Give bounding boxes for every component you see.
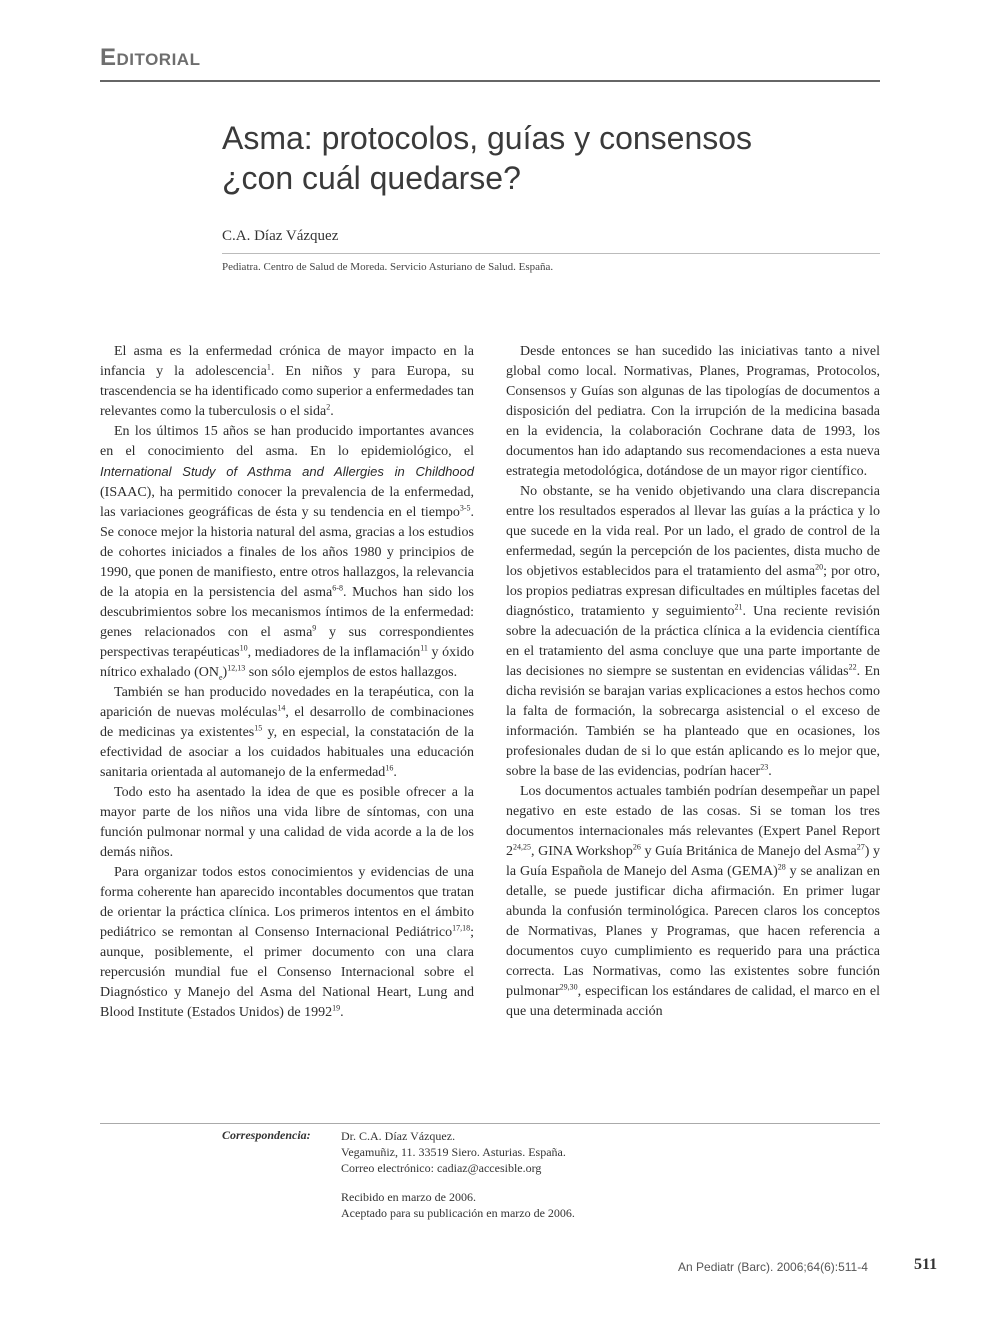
body-column-right (506, 342, 880, 1022)
section-header (100, 44, 880, 82)
paragraph: No obstante, se ha venido objetivando una clara discrepancia entre los resultados esperados al llevar las guías a la práctica y lo que sucede en la vida real. Por un lado, el grado de control de la enfermedad, según la percepción de los pacientes, dista mucho de los objetivos establecidos para el tratamiento del asma$^{20}$; por otro, los propios pediatras expresan dificultades en múltiples facetas del diagnóstico, tratamiento y seguimiento$^{21}$. Una reciente revisión sobre la adecuación de la práctica clínica a la evidencia científica en el tratamiento del asma concluye que una parte importante de las decisiones no siempre se sustentan en evidencias válidas$^{22}$. En dicha revisión se barajan varias explicaciones a estos hechos como la falta de formación, la sobrecarga asistencial o el exceso de información. También se ha planteado que en ocasiones, los profesionales dudan de si lo que están aplicando es lo mejor que, sobre la base de las evidencias, podrían hacer$^{23}$. (506, 484, 880, 779)
article-title-line-2: ¿con cuál quedarse? (222, 160, 521, 196)
paragraph: Los documentos actuales también podrían desempeñar un papel negativo en este estado de las cosas. Si se toman los tres documentos internacionales más relevantes (Expert Panel Report 2$^{24,25}$, GINA Workshop$^{26}$ y Guía Británica de Manejo del Asma$^{27}$) y la Guía Española de Manejo del Asma (GEMA)$^{28}$ y se analizan en detalle, se puede justificar dicha afirmación. En primer lugar abunda la confusión terminológica. Parecen claros los conceptos de Normativas, Planes y Programas, que hacen referencia a documentos cuyo cumplimiento es requerido para una práctica correcta. Las Normativas, como las existentes sobre función pulmonar$^{29,30}$, especifican los estándares de calidad, el marco en el que una determinada acción (506, 784, 881, 1019)
paragraph: En los últimos 15 años se han producido importantes avances en el conocimiento del asma. En lo epidemiológico, el International Study of Asthma and Allergies in Childhood (ISAAC), ha permitido conocer la prevalencia de la enfermedad, las variaciones geográficas de ésta y su tendencia en el tiempo$^{3-5}$. Se conoce mejor la historia natural del asma, gracias a los estudios de cohortes iniciados a finales de los años 1980 y principios de 1990, que ponen de manifiesto, entre otros hallazgos, la relevancia de la atopia en la persistencia del asma$^{6-8}$. Muchos han sido los descubrimientos sobre los mecanismos íntimos de la enfermedad: genes relacionados con el asma$^9$ y sus correspondientes perspectivas terapéuticas$^{10}$, mediadores de la inflamación$^{11}$ y óxido nítrico exhalado $(ON_e)^{12,13}$ son sólo ejemplos de estos hallazgos. (100, 424, 475, 682)
correspondence-label: Correspondencia: (222, 1128, 311, 1142)
journal-citation: An Pediatr (Barc). 2006;64(6):511-4 (678, 1260, 868, 1274)
author-affiliation: Pediatra. Centro de Salud de Moreda. Servicio Asturiano de Salud. España. (222, 261, 554, 273)
body-column-left (100, 342, 474, 1023)
correspondence-email[interactable]: Correo electrónico: cadiaz@accesible.org (341, 1161, 542, 1175)
author-divider (222, 253, 880, 254)
received-date: Recibido en marzo de 2006. (341, 1190, 476, 1204)
paragraph: Todo esto ha asentado la idea de que es posible ofrecer a la mayor parte de los niños una vida libre de síntomas, con una función pulmonar normal y una calidad de vida acorde a la de los demás niños. (100, 785, 474, 860)
paragraph: Desde entonces se han sucedido las iniciativas tanto a nivel global como local. Normativas, Planes, Programas, Protocolos, Consensos y Guías son algunas de las tipologías de documentos a disposición del pediatra. Con la irrupción de la medicina basada en la evidencia, la colaboración Cochrane data de 1993, los documentos han ido adaptando sus recomendaciones a esta nueva estrategia metodológica, dotándose de un mayor rigor científico. (506, 344, 880, 479)
paragraph: El asma es la enfermedad crónica de mayor impacto en la infancia y la adolescencia$^1$. En niños y para Europa, su trascendencia se ha identificado como superior a enfermedades tan relevantes como la tuberculosis o el sida$^2$. (100, 344, 474, 419)
correspondence-street: Vegamuñiz, 11. 33519 Siero. Asturias. España. (341, 1145, 566, 1159)
section-title: Editorial (100, 44, 201, 71)
paragraph: También se han producido novedades en la terapéutica, con la aparición de nuevas moléculas$^{14}$, el desarrollo de combinaciones de medicinas ya existentes$^{15}$ y, en especial, la constatación de la efectividad de asociar a los cuidados habituales una educación sanitaria orientada al automanejo de la enfermedad$^{16}$. (100, 685, 474, 780)
correspondence-address (341, 1128, 566, 1176)
page-number: 511 (914, 1256, 938, 1273)
paragraph: Para organizar todos estos conocimientos y evidencias de una forma coherente han aparecido incontables documentos que tratan de orientar la práctica clínica. Los primeros intentos en el ámbito pediátrico se remontan al Consenso Internacional Pediátrico$^{17,18}$; aunque, posiblemente, el primer documento con una clara repercusión mundial fue el Consenso Internacional sobre el Diagnóstico y Manejo del Asma del National Heart, Lung and Blood Institute (Estados Unidos) de 1992$^{19}$. (100, 865, 474, 1020)
author-name: C.A. Díaz Vázquez (222, 228, 339, 244)
article-title-line-1: Asma: protocolos, guías y consensos (222, 120, 753, 156)
received-dates (341, 1189, 575, 1221)
article-title (222, 118, 862, 198)
accepted-date: Aceptado para su publicación en marzo de 2006. (341, 1206, 575, 1220)
correspondence-divider (100, 1123, 880, 1124)
correspondence-name: Dr. C.A. Díaz Vázquez. (341, 1129, 456, 1143)
